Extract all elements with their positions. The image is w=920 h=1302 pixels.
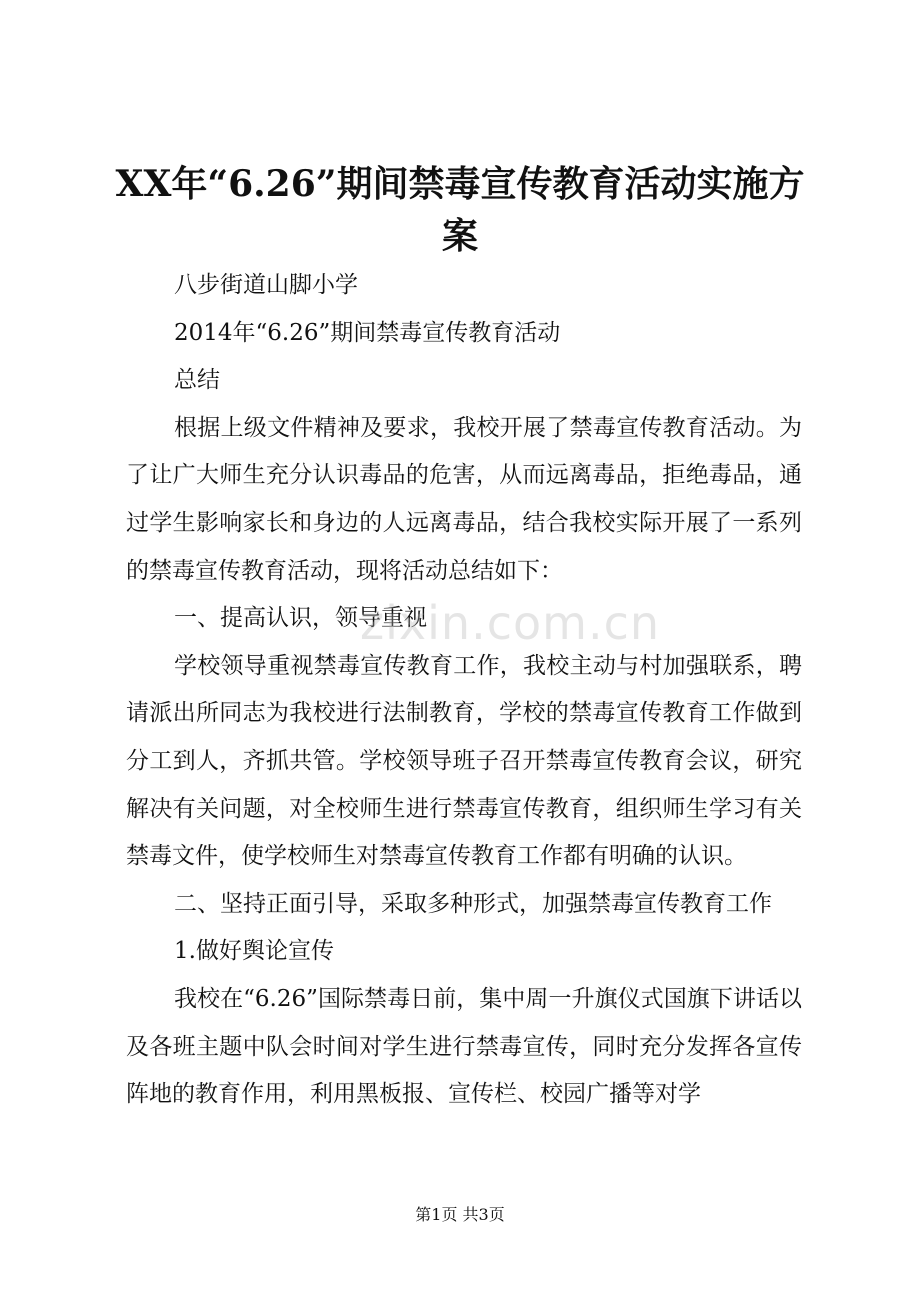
document-body	[126, 262, 802, 1119]
watermark: zixin.com.cn	[360, 596, 661, 650]
document-title	[100, 158, 820, 262]
paragraph-school: 八步街道山脚小学	[174, 272, 358, 298]
title-line-2: 案	[441, 215, 478, 257]
paragraph-subsection-1: 我校在“6.26”国际禁毒日前，集中周一升旗仪式国旗下讲话以及各班主题中队会时间对学生进行禁毒宣传，同时充分发挥各宣传阵地的教育作用，利用黑板报、宣传栏、校园广播等对学	[126, 985, 802, 1108]
page-footer: 第1页 共3页	[415, 1205, 505, 1224]
subsection-heading-1: 1.做好舆论宣传	[174, 938, 334, 965]
paragraph-summary-heading: 总结	[174, 367, 220, 394]
section-heading-2: 二、坚持正面引导，采取多种形式，加强禁毒宣传教育工作	[174, 890, 772, 917]
section-heading-1: 一、提高认识，领导重视	[174, 605, 427, 632]
title-line-1: XX年“6.26”期间禁毒宣传教育活动实施方	[115, 163, 805, 205]
paragraph-intro: 根据上级文件精神及要求，我校开展了禁毒宣传教育活动。为了让广大师生充分认识毒品的危害，从而远离毒品，拒绝毒品，通过学生影响家长和身边的人远离毒品，结合我校实际开展了一系列的禁毒宣传教育活动，现将活动总结如下：	[126, 414, 802, 584]
paragraph-subtitle: 2014年“6.26”期间禁毒宣传教育活动	[174, 319, 561, 346]
paragraph-section-1: 学校领导重视禁毒宣传教育工作，我校主动与村加强联系，聘请派出所同志为我校进行法制教育，学校的禁毒宣传教育工作做到分工到人，齐抓共管。学校领导班子召开禁毒宣传教育会议，研究解决有关问题，对全校师生进行禁毒宣传教育，组织师生学习有关禁毒文件，使学校师生对禁毒宣传教育工作都有明确的认识。	[126, 652, 802, 870]
